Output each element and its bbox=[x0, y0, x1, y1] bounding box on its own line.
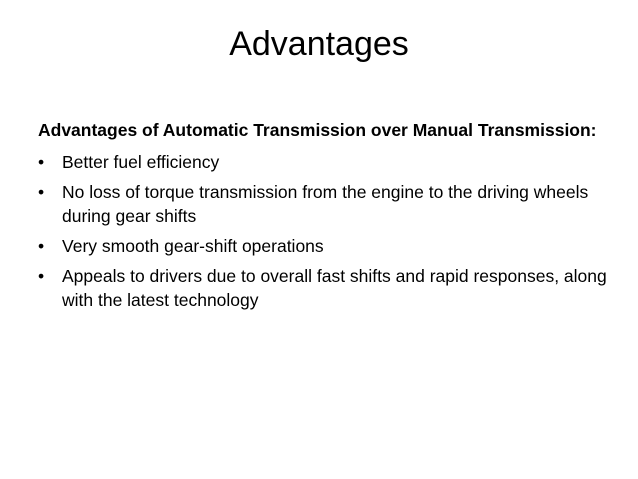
bullet-text: Appeals to drivers due to overall fast shifts and rapid responses, along with the latest technology bbox=[62, 266, 607, 310]
bullet-item bbox=[38, 264, 608, 312]
bullet-icon: • bbox=[38, 266, 45, 286]
bullet-icon: • bbox=[38, 236, 45, 256]
bullet-text: Better fuel efficiency bbox=[62, 152, 220, 172]
bullet-item bbox=[38, 234, 608, 258]
bullet-text: Very smooth gear-shift operations bbox=[62, 236, 324, 256]
intro-heading: Advantages of Automatic Transmission over Manual Transmission: bbox=[38, 120, 597, 140]
bullet-text: No loss of torque transmission from the engine to the driving wheels during gear shifts bbox=[62, 182, 589, 226]
bullet-item bbox=[38, 150, 608, 174]
slide-body bbox=[38, 118, 608, 318]
bullet-item bbox=[38, 180, 608, 228]
bullet-icon: • bbox=[38, 182, 45, 202]
slide-title: Advantages bbox=[229, 25, 409, 63]
bullet-list bbox=[38, 150, 608, 312]
bullet-icon: • bbox=[38, 152, 45, 172]
